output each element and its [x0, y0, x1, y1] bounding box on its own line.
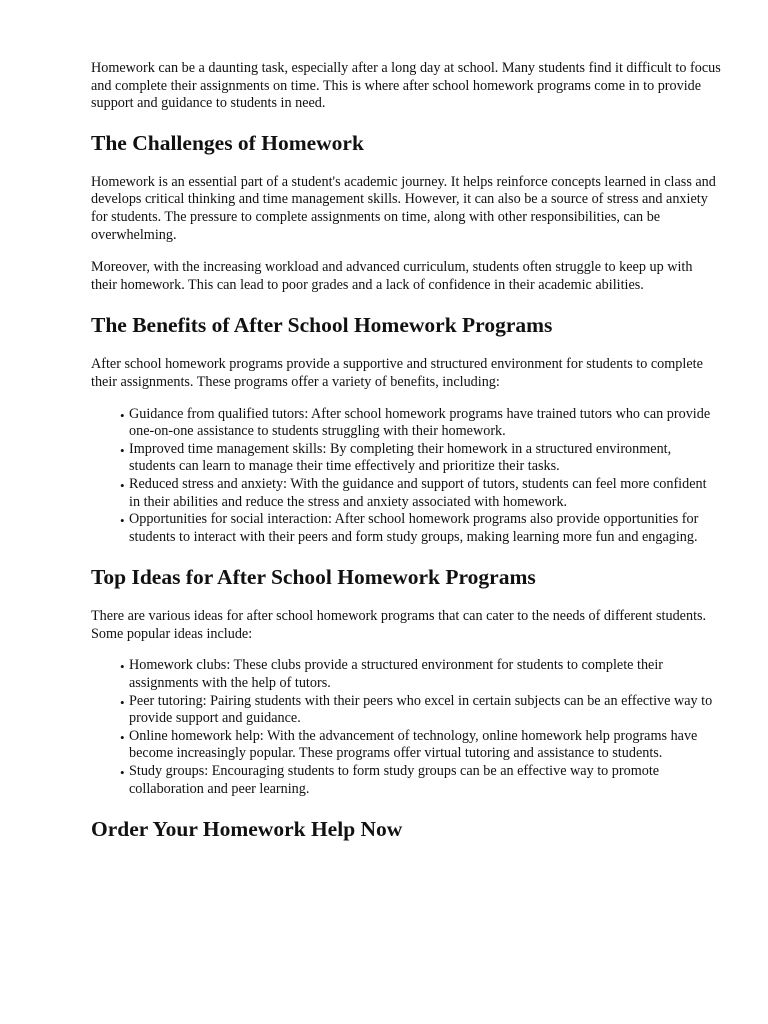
heading-benefits: The Benefits of After School Homework Programs	[91, 313, 553, 338]
list-item: • Improved time management skills: By completing their homework in a structured environment, students can learn to manage their time effectively and prioritize their tasks.	[129, 441, 721, 476]
list-item: • Guidance from qualified tutors: After school homework programs have trained tutors who can provide one-on-one assistance to students struggling with their homework.	[129, 406, 721, 441]
list-item: • Opportunities for social interaction: After school homework programs also provide opportunities for students to interact with their peers and form study groups, making learning more fun and engaging.	[129, 511, 721, 546]
challenges-paragraph-1: Homework is an essential part of a student's academic journey. It helps reinforce concepts learned in class and develops critical thinking and time management skills. However, it can also be a source of stress and anxiety for students. The pressure to complete assignments on time, along with other responsibilities, can be overwhelming.	[91, 173, 716, 243]
ideas-list	[91, 657, 721, 798]
heading-top-ideas: Top Ideas for After School Homework Programs	[91, 565, 536, 590]
benefits-paragraph: After school homework programs provide a supportive and structured environment for students to complete their assignments. These programs offer a variety of benefits, including:	[91, 356, 703, 390]
ideas-paragraph: There are various ideas for after school homework programs that can cater to the needs of different students. Some popular ideas include:	[91, 608, 707, 642]
list-item: • Study groups: Encouraging students to form study groups can be an effective way to promote collaboration and peer learning.	[129, 763, 721, 798]
benefits-list	[91, 406, 721, 547]
document-page	[91, 60, 721, 842]
list-item: • Online homework help: With the advancement of technology, online homework help programs have become increasingly popular. These programs offer virtual tutoring and assistance to students.	[129, 728, 721, 763]
list-item: • Peer tutoring: Pairing students with their peers who excel in certain subjects can be an effective way to provide support and guidance.	[129, 693, 721, 728]
list-item: • Reduced stress and anxiety: With the guidance and support of tutors, students can feel more confident in their abilities and reduce the stress and anxiety associated with homework.	[129, 476, 721, 511]
list-item: • Homework clubs: These clubs provide a structured environment for students to complete their assignments with the help of tutors.	[129, 657, 721, 692]
intro-paragraph: Homework can be a daunting task, especially after a long day at school. Many students find it difficult to focus and complete their assignments on time. This is where after school homework programs come in to provide support and guidance to students in need.	[91, 60, 721, 112]
heading-order: Order Your Homework Help Now	[91, 817, 403, 842]
challenges-paragraph-2: Moreover, with the increasing workload and advanced curriculum, students often struggle to keep up with their homework. This can lead to poor grades and a lack of confidence in their academic abilities.	[91, 259, 693, 293]
heading-challenges: The Challenges of Homework	[91, 130, 364, 155]
